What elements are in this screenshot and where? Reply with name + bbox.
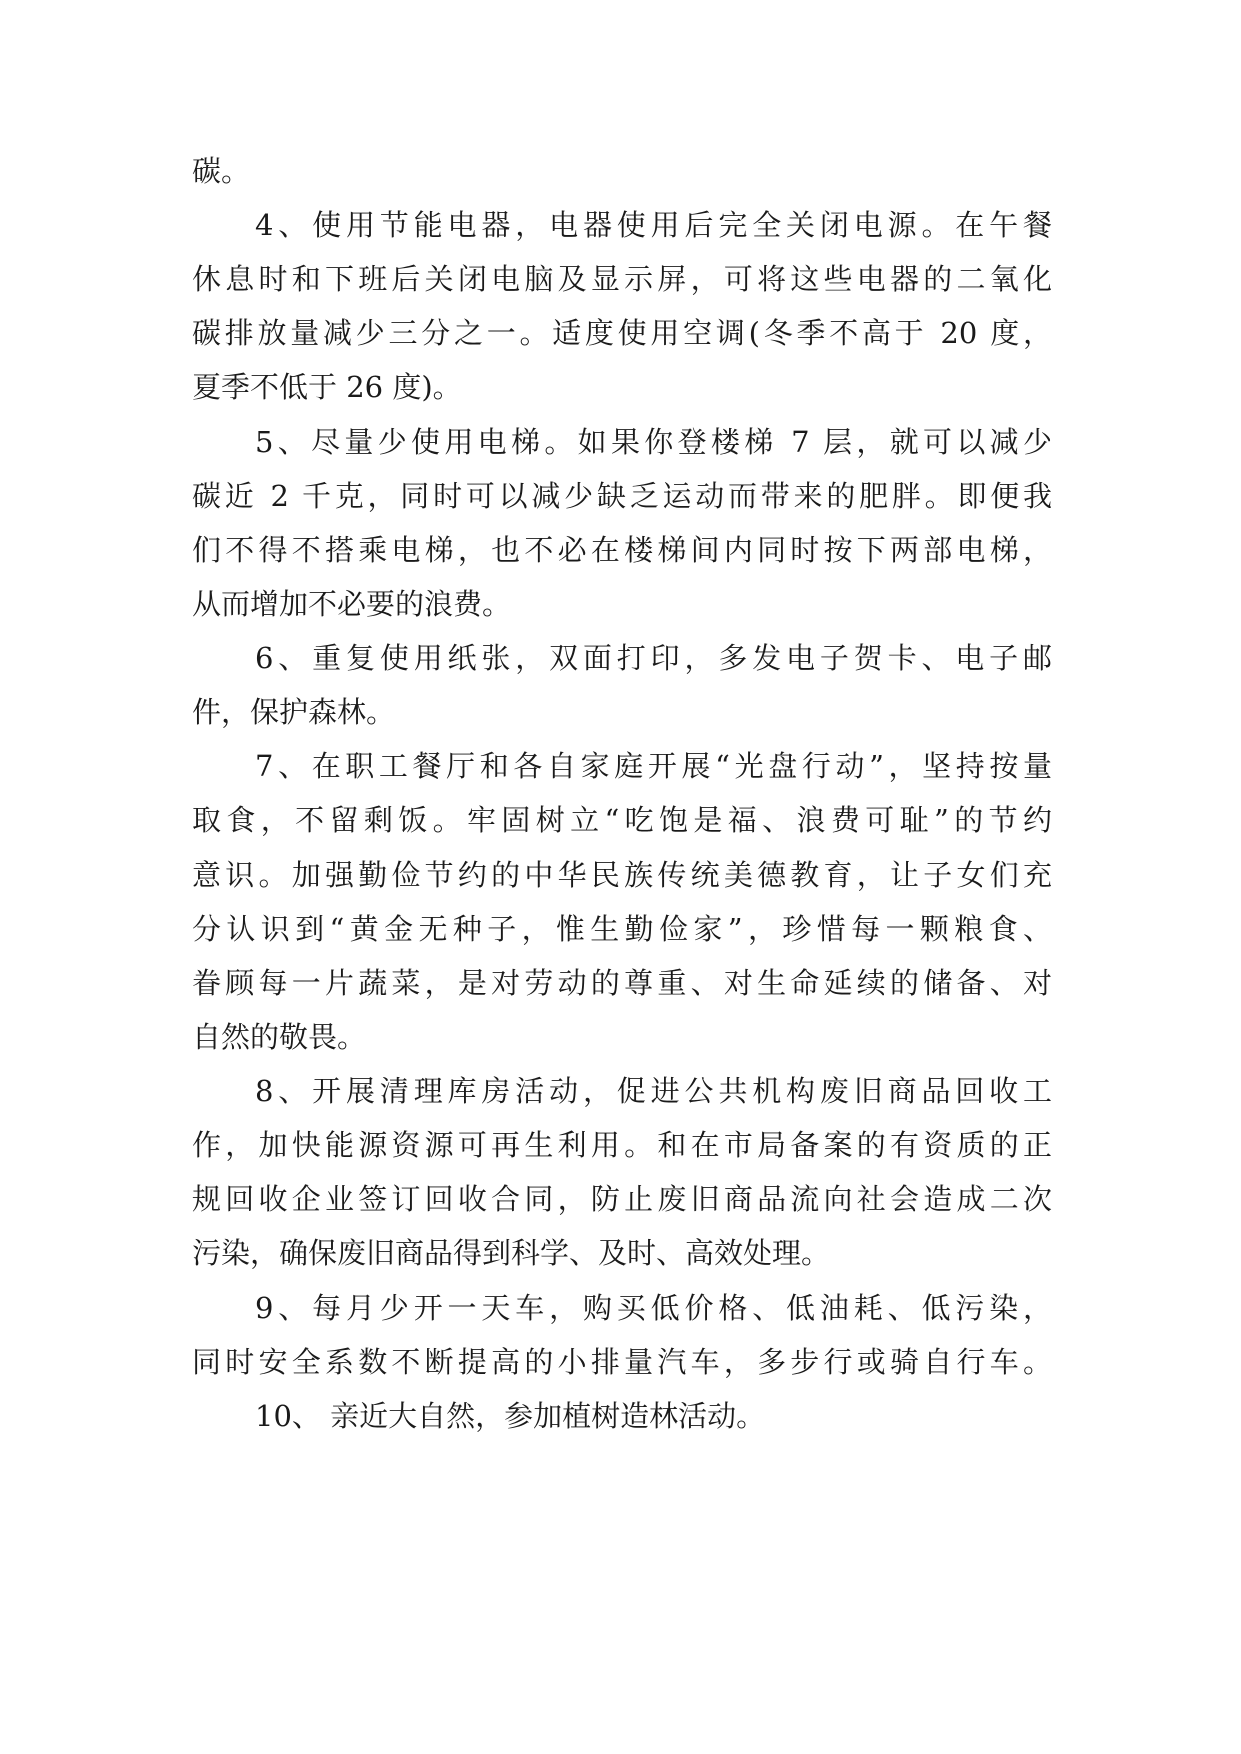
paragraph-line: 从而增加不必要的浪费。 bbox=[192, 587, 512, 621]
paragraph-line: 自然的敬畏。 bbox=[192, 1020, 367, 1054]
paragraph-line: 件，保护森林。 bbox=[192, 695, 396, 729]
paragraph-line: 同时安全系数不断提高的小排量汽车，多步行或骑自行车。 bbox=[192, 1345, 1052, 1379]
paragraph-line: 休息时和下班后关闭电脑及显示屏，可将这些电器的二氧化 bbox=[192, 262, 1052, 296]
paragraph-line: 9、每月少开一天车，购买低价格、低油耗、低污染， bbox=[255, 1291, 1052, 1325]
paragraph-line: 分认识到“黄金无种子，惟生勤俭家”，珍惜每一颗粮食、 bbox=[192, 912, 1052, 946]
paragraph-line: 6、重复使用纸张，双面打印，多发电子贺卡、电子邮 bbox=[255, 641, 1052, 675]
paragraph-line: 10、 亲近大自然，参加植树造林活动。 bbox=[255, 1399, 766, 1433]
paragraph-line: 碳近 2 千克，同时可以减少缺乏运动而带来的肥胖。即便我 bbox=[192, 479, 1052, 513]
paragraph-line: 7、在职工餐厅和各自家庭开展“光盘行动”，坚持按量 bbox=[255, 749, 1052, 783]
paragraph-line: 夏季不低于 26 度)。 bbox=[192, 370, 462, 404]
paragraph-line: 5、尽量少使用电梯。如果你登楼梯 7 层，就可以减少 bbox=[255, 425, 1052, 459]
paragraph-line: 规回收企业签订回收合同，防止废旧商品流向社会造成二次 bbox=[192, 1182, 1052, 1216]
paragraph-line: 碳排放量减少三分之一。适度使用空调(冬季不高于 20 度， bbox=[192, 316, 1052, 350]
paragraph-line: 取食，不留剩饭。牢固树立“吃饱是福、浪费可耻”的节约 bbox=[192, 803, 1052, 837]
paragraph-line: 污染，确保废旧商品得到科学、及时、高效处理。 bbox=[192, 1236, 831, 1270]
paragraph-line: 意识。加强勤俭节约的中华民族传统美德教育，让子女们充 bbox=[192, 858, 1052, 892]
paragraph-line: 碳。 bbox=[192, 154, 251, 188]
paragraph-line: 们不得不搭乘电梯，也不必在楼梯间内同时按下两部电梯， bbox=[192, 533, 1052, 567]
paragraph-line: 眷顾每一片蔬菜，是对劳动的尊重、对生命延续的储备、对 bbox=[192, 966, 1052, 1000]
paragraph-line: 4、使用节能电器，电器使用后完全关闭电源。在午餐 bbox=[255, 208, 1052, 242]
paragraph-line: 8、开展清理库房活动，促进公共机构废旧商品回收工 bbox=[255, 1074, 1052, 1108]
paragraph-line: 作，加快能源资源可再生利用。和在市局备案的有资质的正 bbox=[192, 1128, 1052, 1162]
